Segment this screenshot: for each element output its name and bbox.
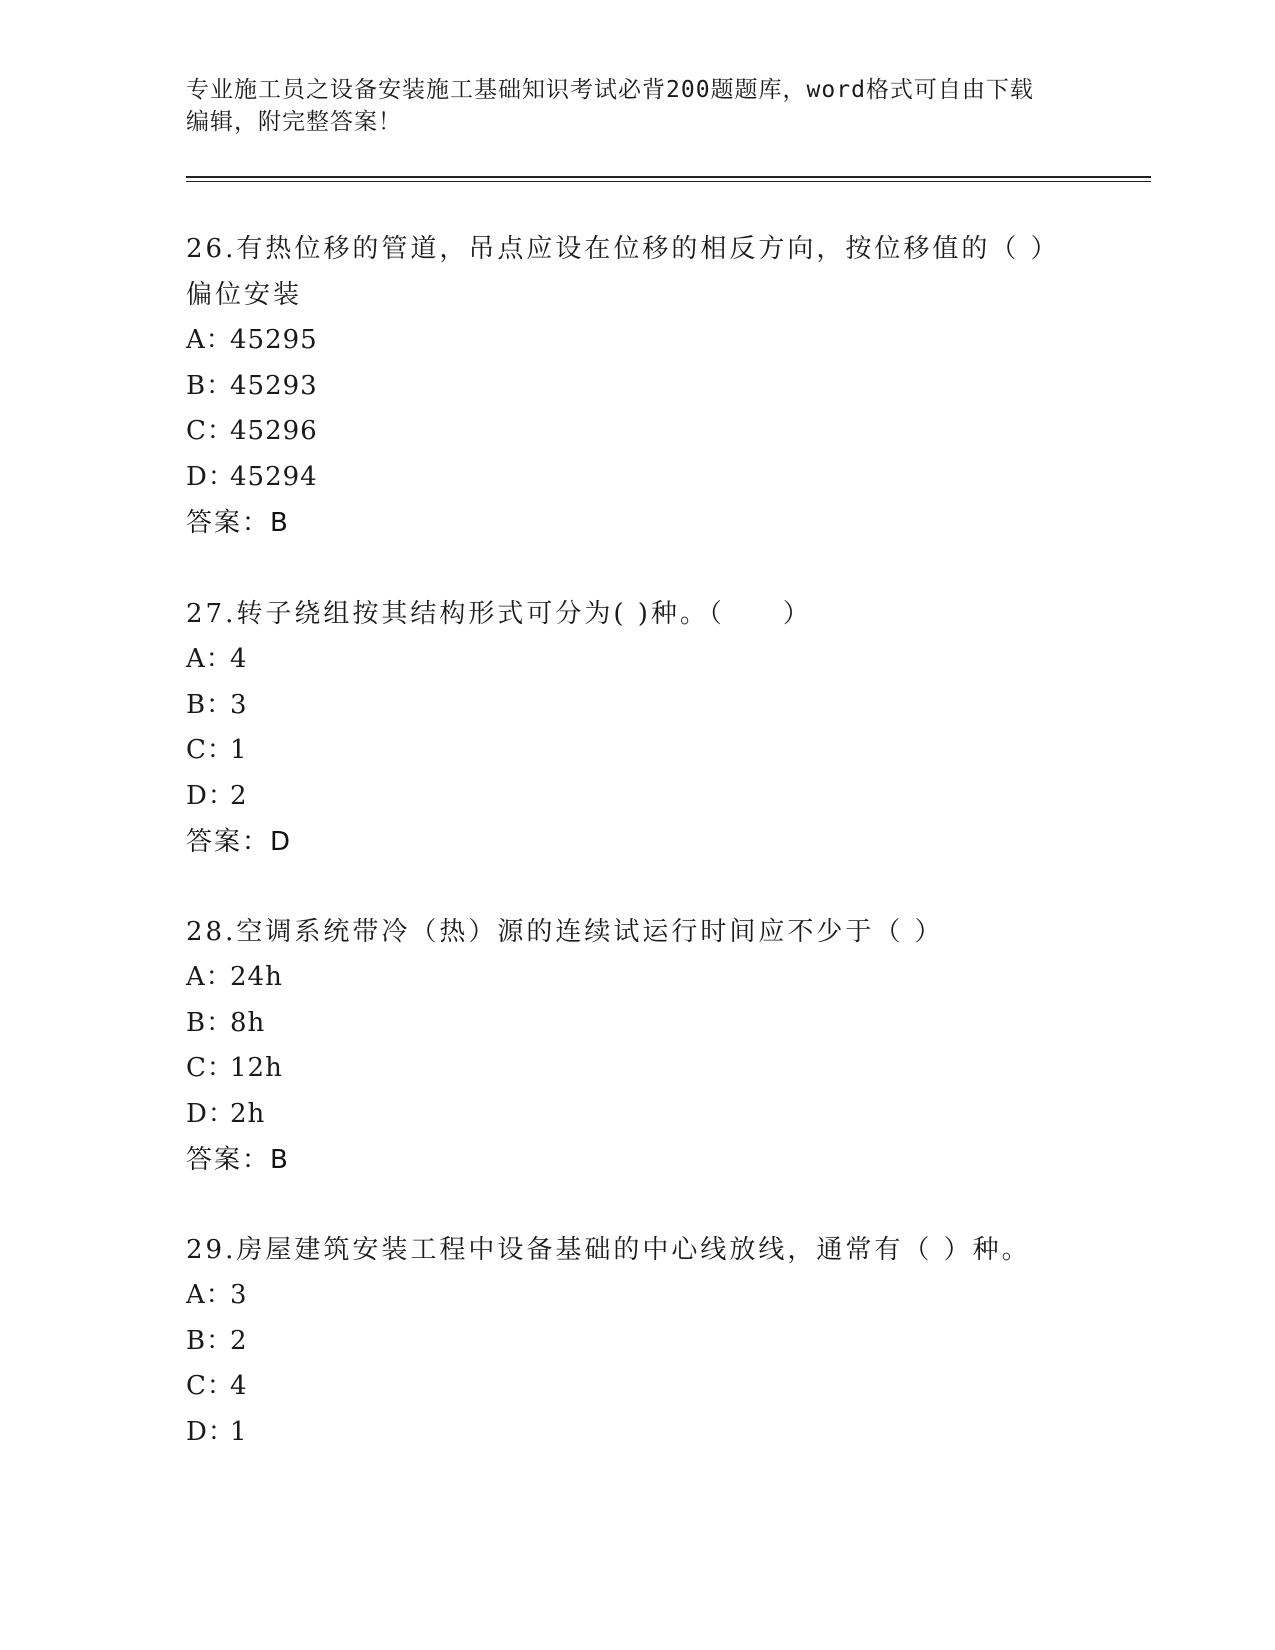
option-letter: C： [186, 735, 234, 765]
option-c [186, 1046, 1086, 1092]
option-letter: A： [186, 962, 233, 992]
option-text: 45296 [230, 416, 318, 446]
option-c [186, 1364, 1086, 1410]
option-text: 2 [230, 780, 248, 811]
header-line-2: 编辑，附完整答案！ [186, 109, 402, 135]
option-text: 24h [230, 962, 283, 992]
option-letter: C： [186, 416, 234, 446]
option-b [186, 683, 1086, 729]
header-line-1: 专业施工员之设备安装施工基础知识考试必背200题题库，word格式可自由下载 [186, 77, 1034, 103]
option-letter: C： [186, 1371, 234, 1401]
question-26 [186, 226, 1086, 546]
option-letter: B： [186, 689, 234, 720]
question-stem: 26.有热位移的管道，吊点应设在位移的相反方向，按位移值的（ ） [186, 234, 1060, 264]
option-a [186, 955, 1086, 1001]
option-text: 2h [230, 1098, 266, 1129]
question-29 [186, 1227, 1086, 1455]
option-a [186, 318, 1086, 364]
answer-line: 答案：B [186, 508, 290, 538]
question-stem: 29.房屋建筑安装工程中设备基础的中心线放线，通常有（ ）种。 [186, 1235, 1031, 1265]
header-divider [186, 176, 1151, 182]
option-c [186, 728, 1086, 774]
option-letter: A： [186, 1280, 233, 1310]
option-a [186, 637, 1086, 683]
option-letter: D： [186, 1416, 235, 1447]
option-letter: D： [186, 780, 235, 811]
answer-line: 答案：B [186, 1145, 290, 1175]
option-text: 45294 [230, 461, 318, 492]
option-c [186, 409, 1086, 455]
option-d [186, 1092, 1086, 1138]
option-letter: B： [186, 370, 234, 401]
option-letter: B： [186, 1007, 234, 1038]
option-b [186, 1001, 1086, 1047]
option-b [186, 364, 1086, 410]
option-d [186, 1410, 1086, 1456]
option-text: 2 [230, 1325, 248, 1356]
option-text: 4 [230, 644, 248, 674]
option-text: 8h [230, 1007, 266, 1038]
option-letter: C： [186, 1053, 234, 1083]
question-stem: 28.空调系统带冷（热）源的连续试运行时间应不少于（ ） [186, 917, 944, 947]
option-b [186, 1319, 1086, 1365]
option-text: 45295 [230, 325, 318, 355]
question-stem-continued: 偏位安装 [186, 280, 303, 310]
question-28 [186, 909, 1086, 1183]
question-27 [186, 591, 1086, 865]
option-letter: D： [186, 1098, 235, 1129]
option-letter: A： [186, 644, 233, 674]
option-text: 1 [230, 1416, 248, 1447]
option-d [186, 455, 1086, 501]
option-letter: A： [186, 325, 233, 355]
option-text: 12h [230, 1053, 283, 1083]
question-stem: 27.转子绕组按其结构形式可分为( )种。（ ） [186, 599, 812, 629]
answer-line: 答案：D [186, 827, 293, 857]
option-a [186, 1273, 1086, 1319]
option-text: 1 [230, 735, 248, 765]
option-text: 3 [230, 689, 248, 720]
option-text: 3 [230, 1280, 248, 1310]
option-text: 4 [230, 1371, 248, 1401]
option-text: 45293 [230, 370, 318, 401]
option-letter: D： [186, 461, 235, 492]
option-d [186, 774, 1086, 820]
option-letter: B： [186, 1325, 234, 1356]
document-header [186, 74, 1086, 138]
